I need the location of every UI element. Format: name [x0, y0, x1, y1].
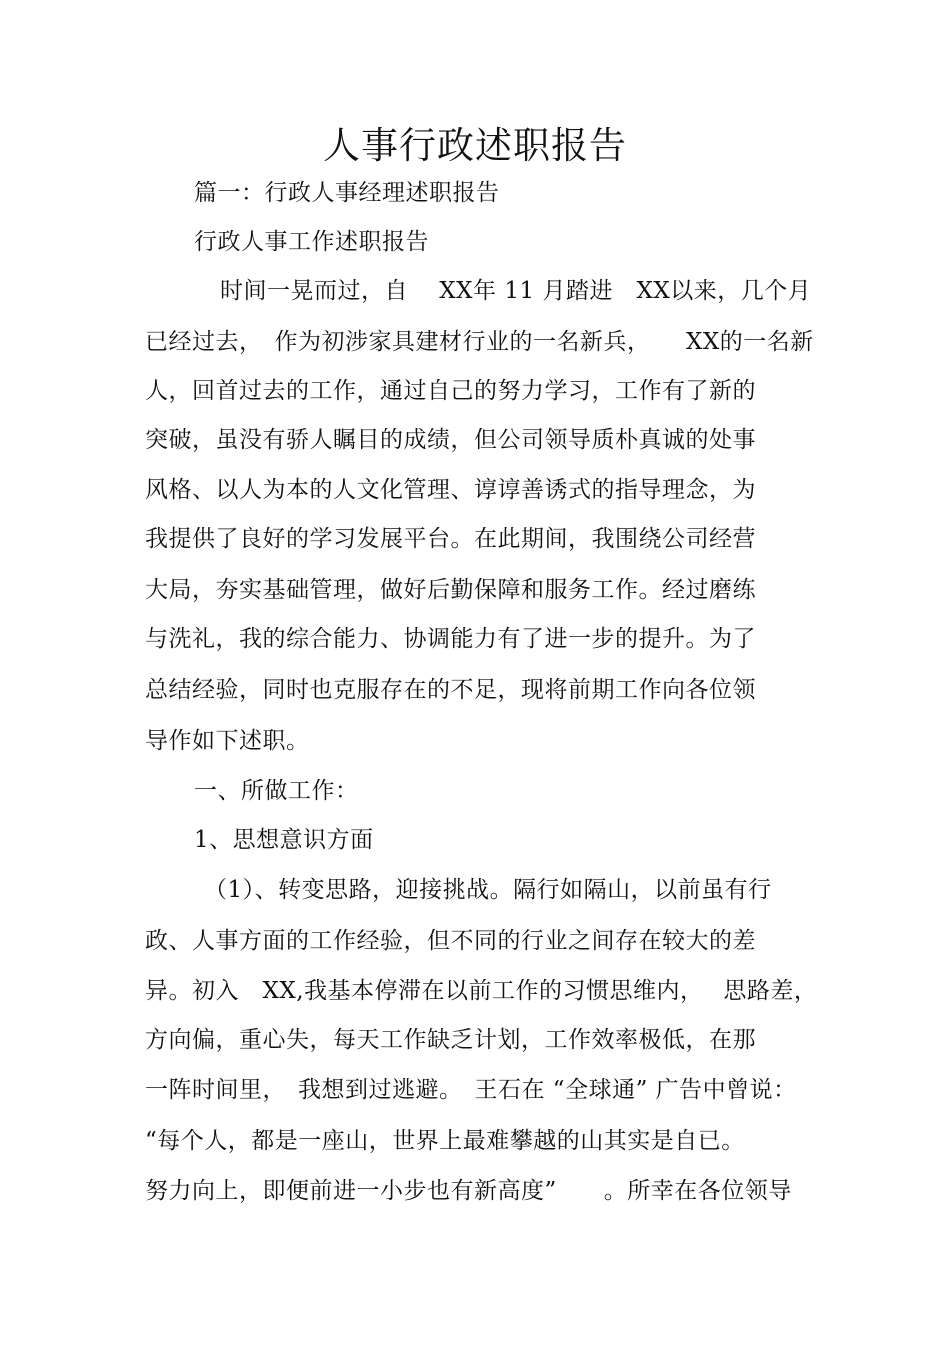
paragraph-line: “每个人，都是一座山，世界上最难攀越的山其实是自已。: [145, 1128, 745, 1154]
paragraph-line: 大局，夯实基础管理，做好后勤保障和服务工作。经过磨练: [145, 577, 756, 603]
section-heading: 行政人事工作述职报告: [194, 229, 429, 255]
paragraph-line: 我提供了良好的学习发展平台。在此期间，我围绕公司经营: [145, 526, 756, 552]
paragraph-line: 异。初入 XX,我基本停滞在以前工作的习惯思维内， 思路差，: [145, 978, 818, 1004]
paragraph-line: 政、人事方面的工作经验，但不同的行业之间存在较大的差: [145, 928, 756, 954]
paragraph-line: 方向偏，重心失，每天工作缺乏计划，工作效率极低，在那: [145, 1027, 756, 1053]
paragraph-line: 一阵时间里， 我想到过逃避。 王石在 “全球通” 广告中曾说：: [145, 1077, 797, 1103]
paragraph-line: 导作如下述职。: [145, 728, 310, 754]
paragraph-line: 时间一晃而过，自 XX年 11 月踏进 XX以来，几个月: [220, 278, 812, 304]
document-title: 人事行政述职报告: [323, 124, 627, 167]
paragraph-line: （1）、转变思路，迎接挑战。隔行如隔山，以前虽有行: [204, 877, 772, 903]
paragraph-line: 与洗礼，我的综合能力、协调能力有了进一步的提升。为了: [145, 626, 756, 652]
paragraph-line: 努力向上，即便前进一小步也有新高度” 。所幸在各位领导: [145, 1178, 792, 1204]
section-heading: 一、所做工作：: [194, 778, 359, 804]
paragraph-line: 人，回首过去的工作，通过自己的努力学习，工作有了新的: [145, 378, 756, 404]
paragraph-line: 突破，虽没有骄人瞩目的成绩，但公司领导质朴真诚的处事: [145, 427, 756, 453]
paragraph-line: 已经过去， 作为初涉家具建材行业的一名新兵， XX的一名新: [145, 329, 814, 355]
paragraph-line: 总结经验，同时也克服存在的不足，现将前期工作向各位领: [145, 677, 756, 703]
subtitle-line: 篇一：行政人事经理述职报告: [194, 180, 500, 206]
subsection-heading: 1、思想意识方面: [194, 827, 374, 853]
paragraph-line: 风格、以人为本的人文化管理、谆谆善诱式的指导理念，为: [145, 477, 756, 503]
